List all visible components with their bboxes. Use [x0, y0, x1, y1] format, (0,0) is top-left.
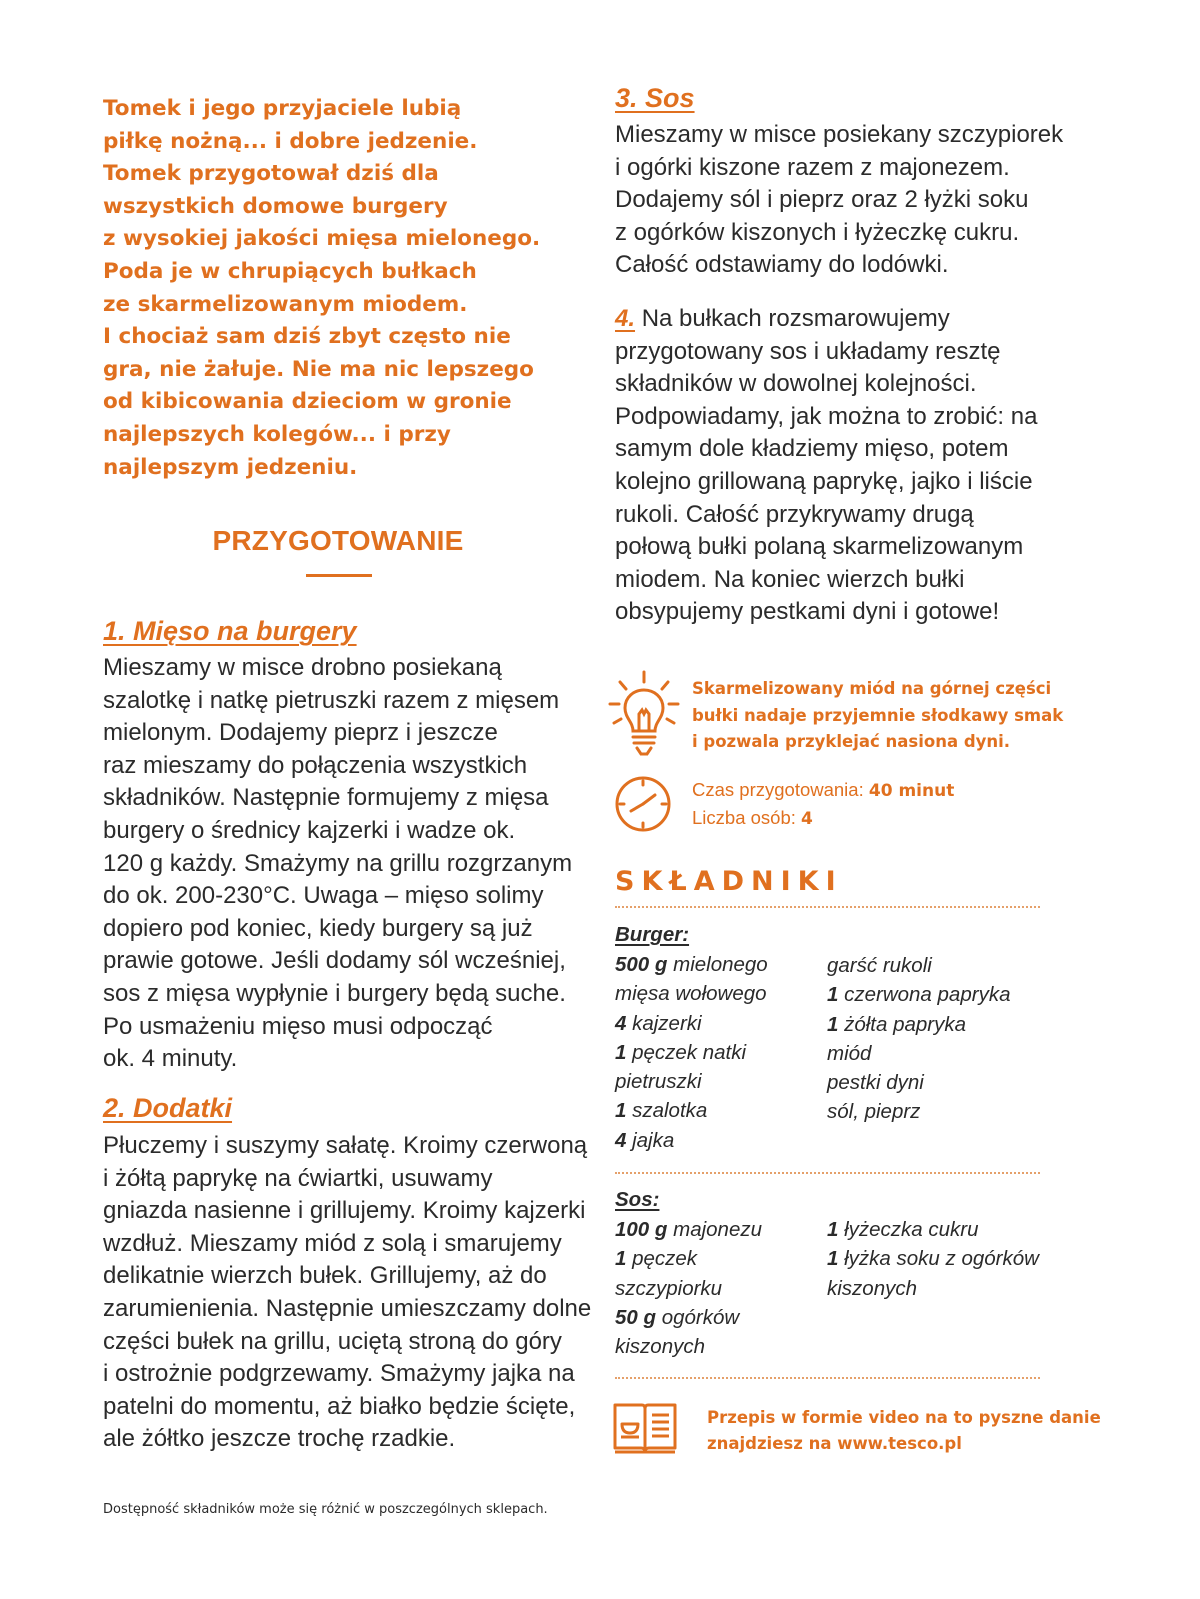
step2-line: części bułek na grillu, uciętą stroną do góry	[103, 1327, 562, 1355]
step4-number: 4.	[615, 305, 636, 332]
step4-line: samym dole kładziemy mięso, potem	[615, 435, 1009, 463]
ingredient-quantity: 4	[615, 1128, 627, 1152]
step2-line: delikatnie wierzch bułek. Grillujemy, aż do	[103, 1262, 547, 1290]
video-note	[707, 1405, 1101, 1457]
step1-line: sos z mięsa wypłynie i burgery będą suche.	[103, 979, 566, 1007]
dotted-divider	[615, 906, 1040, 908]
step1-line: dopiero pod koniec, kiedy burgery są już	[103, 914, 533, 942]
tip-line: bułki nadaje przyjemnie słodkawy smak	[692, 705, 1064, 725]
video-line: znajdziesz na www.tesco.pl	[707, 1434, 962, 1453]
tip-line: Skarmelizowany miód na górnej części	[692, 679, 1052, 698]
ingredient-item: pietruszki	[615, 1070, 702, 1094]
step1-title: 1. Mięso na burgery	[103, 616, 357, 646]
step4-line: rukoli. Całość przykrywamy drugą	[615, 500, 974, 528]
sauce-ingredients-col1	[615, 1215, 762, 1361]
step2-line: zarumienienia. Następnie umieszczamy dolne	[103, 1294, 592, 1322]
ingredient-item: 1 pęczek	[615, 1247, 698, 1271]
servings	[692, 805, 954, 833]
intro-line: Tomek i jego przyjaciele lubią	[103, 96, 462, 121]
intro-line: z wysokiej jakości mięsa mielonego.	[103, 226, 541, 252]
step2-text	[103, 1130, 591, 1456]
prep-time	[692, 777, 954, 805]
burger-heading: Burger:	[615, 923, 690, 946]
step2-line: i żółtą paprykę na ćwiartki, usuwamy	[103, 1164, 493, 1192]
step1-line: do ok. 200-230°C. Uwaga – mięso solimy	[103, 882, 544, 910]
step2-line: Płuczemy i suszymy sałatę. Kroimy czerwoną	[103, 1132, 588, 1159]
ingredient-item: 1 pęczek natki	[615, 1040, 747, 1064]
step3-title: 3. Sos	[615, 83, 695, 113]
ingredient-item: kiszonych	[827, 1276, 918, 1300]
ingredient-item: sól, pieprz	[827, 1100, 921, 1124]
ingredient-quantity: 1	[615, 1099, 627, 1123]
lightbulb-icon	[606, 668, 682, 760]
step2-line: patelni do momentu, aż białko będzie ścięte,	[103, 1392, 576, 1420]
tip-line: i pozwala przyklejać nasiona dyni.	[692, 732, 1011, 751]
ingredient-item: garść rukoli	[827, 954, 932, 977]
ingredient-item: szczypiorku	[615, 1276, 723, 1300]
ingredient-item: 1 łyżka soku z ogórków	[827, 1247, 1039, 1271]
ingredient-quantity: 1	[827, 983, 839, 1007]
sauce-ingredients-col2	[827, 1215, 1039, 1303]
ingredient-quantity: 4	[615, 1011, 627, 1035]
tip-text	[692, 676, 1092, 756]
step3-text	[615, 119, 1063, 282]
step1-line: Po usmażeniu mięso musi odpocząć	[103, 1012, 493, 1040]
step1-line: raz mieszamy do połączenia wszystkich	[103, 751, 528, 779]
intro-line: I chociaż sam dziś zbyt często nie	[103, 324, 511, 350]
step1-line: mielonym. Dodajemy pieprz i jeszcze	[103, 719, 498, 747]
intro-line: Poda je w chrupiących bułkach	[103, 258, 477, 284]
burger-ingredients-col2	[827, 951, 1010, 1127]
prep-time-value: 40 minut	[868, 781, 955, 801]
intro-line: najlepszym jedzeniu.	[103, 454, 358, 480]
ingredient-item: kiszonych	[615, 1335, 706, 1359]
burger-ingredients-col1	[615, 950, 768, 1155]
step1-line: 120 g każdy. Smażymy na grillu rozgrzanym	[103, 849, 573, 877]
step4-lead: Na bułkach rozsmarowujemy	[641, 305, 950, 332]
ingredient-quantity: 1	[615, 1247, 627, 1271]
ingredient-item: 100 g majonezu	[615, 1218, 763, 1241]
intro-line: piłkę nożną... i dobre jedzenie.	[103, 128, 478, 154]
step4-line: kolejno grillowaną paprykę, jajko i liście	[615, 467, 1033, 495]
intro-line: gra, nie żałuje. Nie ma nic lepszego	[103, 356, 534, 382]
ingredient-item: miód	[827, 1041, 872, 1065]
step4-line: przygotowany sos i układamy resztę	[615, 337, 1001, 365]
step1-line: składników. Następnie formujemy z mięsa	[103, 784, 549, 812]
step4-line: obsypujemy pestkami dyni i gotowe!	[615, 598, 1000, 626]
step4-text	[615, 303, 1037, 629]
ingredient-quantity: 1	[827, 1012, 839, 1036]
step3-line: i ogórki kiszone razem z majonezem.	[615, 153, 1010, 181]
timing-info	[692, 777, 954, 832]
sauce-heading: Sos:	[615, 1188, 660, 1211]
prep-time-label: Czas przygotowania:	[692, 779, 864, 800]
step2-title: 2. Dodatki	[103, 1093, 233, 1123]
step3-line: Całość odstawiamy do lodówki.	[615, 251, 949, 279]
step1-line: ok. 4 minuty.	[103, 1045, 238, 1073]
ingredient-item: 1 szalotka	[615, 1099, 708, 1123]
intro-line: najlepszych kolegów... i przy	[103, 421, 451, 447]
ingredient-quantity: 1	[615, 1040, 627, 1064]
video-line: Przepis w formie video na to pyszne danie	[707, 1408, 1101, 1427]
intro-line: wszystkich domowe burgery	[103, 193, 448, 219]
intro-line: ze skarmelizowanym miodem.	[103, 291, 468, 317]
ingredient-quantity: 1	[827, 1247, 839, 1271]
step1-line: Mieszamy w misce drobno posiekaną	[103, 654, 502, 681]
step3-line: Dodajemy sól i pieprz oraz 2 łyżki soku	[615, 186, 1029, 214]
ingredient-item: 4 kajzerki	[615, 1011, 702, 1035]
ingredient-item: mięsa wołowego	[615, 982, 767, 1006]
clock-icon	[613, 774, 673, 834]
ingredient-quantity: 100 g	[615, 1218, 668, 1241]
step1-line: burgery o średnicy kajzerki i wadze ok.	[103, 816, 516, 844]
step4-first-line	[615, 303, 1037, 336]
title-divider	[306, 574, 372, 577]
step4-line: połową bułki polaną skarmelizowanym	[615, 533, 1024, 561]
step2-line: i ostrożnie podgrzewamy. Smażymy jajka na	[103, 1360, 575, 1388]
ingredient-quantity: 500 g	[615, 953, 668, 976]
step3-line: z ogórków kiszonych i łyżeczkę cukru.	[615, 218, 1020, 246]
ingredient-item: 4 jajka	[615, 1128, 675, 1152]
step4-line: składników w dowolnej kolejności.	[615, 370, 977, 398]
servings-value: 4	[801, 808, 813, 829]
step4-line: Podpowiadamy, jak można to zrobić: na	[615, 402, 1038, 430]
ingredient-item: 1 łyżeczka cukru	[827, 1218, 979, 1241]
ingredient-item: 1 czerwona papryka	[827, 983, 1011, 1007]
dotted-divider	[615, 1377, 1040, 1379]
ingredient-item: 500 g mielonego	[615, 953, 768, 976]
step4-line: miodem. Na koniec wierzch bułki	[615, 565, 965, 593]
ingredient-item: pestki dyni	[827, 1071, 924, 1095]
step2-line: wzdłuż. Mieszamy miód z solą i smarujemy	[103, 1229, 562, 1257]
ingredients-title: SKŁADNIKI	[615, 866, 843, 897]
ingredient-quantity: 1	[827, 1218, 839, 1241]
ingredient-item: 1 żółta papryka	[827, 1012, 967, 1036]
step1-line: szalotkę i natkę pietruszki razem z mięsem	[103, 686, 560, 714]
step2-line: gniazda nasienne i grillujemy. Kroimy kajzerki	[103, 1197, 586, 1225]
intro-line: Tomek przygotował dziś dla	[103, 161, 439, 187]
step2-line: ale żółtko jeszcze trochę rzadkie.	[103, 1425, 456, 1453]
intro-paragraph	[103, 93, 573, 484]
ingredient-quantity: 50 g	[615, 1305, 657, 1329]
ingredient-item: 50 g ogórków	[615, 1305, 740, 1329]
step3-line: Mieszamy w misce posiekany szczypiorek	[615, 121, 1064, 148]
step1-text	[103, 652, 572, 1076]
servings-label: Liczba osób:	[692, 806, 796, 828]
footnote: Dostępność składników może się różnić w poszczególnych sklepach.	[103, 1502, 548, 1517]
preparation-title: PRZYGOTOWANIE	[212, 525, 464, 556]
intro-line: od kibicowania dzieciom w gronie	[103, 389, 512, 415]
step1-line: prawie gotowe. Jeśli dodamy sól wcześniej,	[103, 947, 566, 975]
dotted-divider	[615, 1172, 1040, 1174]
book-icon	[612, 1402, 678, 1456]
